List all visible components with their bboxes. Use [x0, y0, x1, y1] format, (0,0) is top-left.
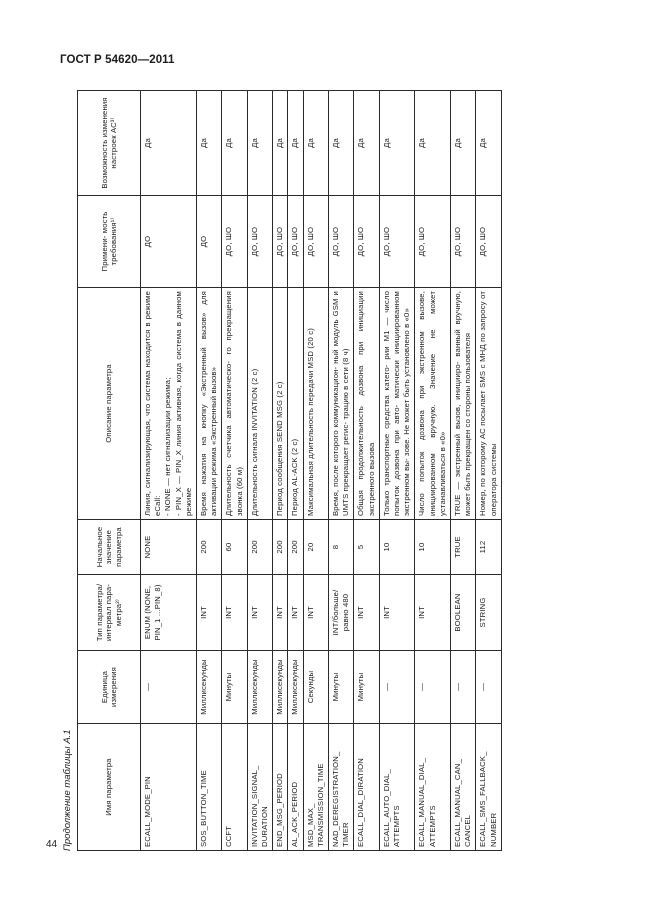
cell-initial-value: 200: [273, 520, 288, 575]
cell-description: Только транспортные средства катего- рии M1 — число попыток дозвона при авто- матически инициированном экстренном вы- зове. Не может быть установлено в «0»: [379, 288, 415, 520]
cell-param-name: ECALL_MANUAL_DIAL_ ATTEMPTS: [415, 724, 451, 851]
cell-applicability: ДО: [197, 196, 222, 288]
cell-changeable: Да: [415, 91, 451, 196]
cell-changeable: Да: [379, 91, 415, 196]
col-header-applicability: Примени- мость требования¹⁾: [78, 196, 141, 288]
table-row: [415, 91, 451, 851]
cell-description: Число попыток дозвона при экстренном вызове, инициированном вручную. Значение не может устанавливаться в «0»: [415, 288, 451, 520]
table-row: [288, 91, 303, 851]
cell-initial-value: TRUE: [451, 520, 476, 575]
cell-type: INT: [222, 575, 247, 651]
cell-type: ENUM (NONE, PIN_1 ...PIN_8): [141, 575, 197, 651]
cell-param-name: ECALL_MANUAL_CAN_ CANCEL: [451, 724, 476, 851]
cell-unit: —: [415, 651, 451, 724]
table-row: [451, 91, 476, 851]
cell-applicability: ДО, ШО: [288, 196, 303, 288]
col-header-type: Тип параметра/ интервал пара- метра²⁾: [78, 575, 141, 651]
cell-param-name: SOS_BUTTON_TIME: [197, 724, 222, 851]
cell-param-name: CCFT: [222, 724, 247, 851]
cell-initial-value: 60: [222, 520, 247, 575]
table-row: [141, 91, 197, 851]
cell-type: INT: [354, 575, 379, 651]
table-row: [247, 91, 272, 851]
cell-unit: Миллисекунды: [247, 651, 272, 724]
table-caption: Продолжение таблицы А.1: [62, 729, 73, 851]
cell-type: STRING: [476, 575, 501, 651]
cell-type: INT/больше/ равно 480: [329, 575, 354, 651]
cell-description: Период AL-ACK (2 с): [288, 288, 303, 520]
cell-param-name: ECALL_AUTO_DIAL_ ATTEMPTS: [379, 724, 415, 851]
cell-param-name: END_MSG_PERIOD: [273, 724, 288, 851]
cell-type: BOOLEAN: [451, 575, 476, 651]
cell-description: Длительность счетчика автоматическо- го прекращения звонка (60 м): [222, 288, 247, 520]
cell-changeable: Да: [303, 91, 328, 196]
table-row: [197, 91, 222, 851]
cell-type: INT: [415, 575, 451, 651]
cell-type: INT: [197, 575, 222, 651]
cell-type: INT: [273, 575, 288, 651]
cell-changeable: Да: [451, 91, 476, 196]
cell-unit: Минуты: [222, 651, 247, 724]
cell-unit: —: [141, 651, 197, 724]
cell-description: Время, после которого коммуникацион- ный модуль GSM и UMTS прекращает регис- трацию в сети (8 ч): [329, 288, 354, 520]
cell-unit: —: [476, 651, 501, 724]
cell-changeable: Да: [222, 91, 247, 196]
cell-unit: Минуты: [354, 651, 379, 724]
cell-changeable: Да: [197, 91, 222, 196]
cell-type: INT: [303, 575, 328, 651]
cell-initial-value: 10: [415, 520, 451, 575]
cell-unit: —: [379, 651, 415, 724]
cell-param-name: INVITATION_SIGNAL_ DURATION: [247, 724, 272, 851]
cell-initial-value: 8: [329, 520, 354, 575]
cell-param-name: ECALL_MODE_PIN: [141, 724, 197, 851]
cell-applicability: ДО, ШО: [354, 196, 379, 288]
col-header-description: Описание параметра: [78, 288, 141, 520]
cell-description: Период сообщения SEND MSG (2 с): [273, 288, 288, 520]
table-row: [222, 91, 247, 851]
col-header-unit: Единица измерения: [78, 651, 141, 724]
cell-unit: Миллисекунды: [197, 651, 222, 724]
cell-type: INT: [288, 575, 303, 651]
cell-param-name: AL_ACK_PERIOD: [288, 724, 303, 851]
cell-unit: Минуты: [329, 651, 354, 724]
cell-unit: Секунды: [303, 651, 328, 724]
standard-header: ГОСТ Р 54620—2011: [60, 54, 175, 66]
cell-initial-value: 5: [354, 520, 379, 575]
cell-changeable: Да: [273, 91, 288, 196]
cell-applicability: ДО, ШО: [451, 196, 476, 288]
table-header-row: [78, 91, 141, 851]
cell-param-name: ECALL_DIAL_DIRATION: [354, 724, 379, 851]
cell-unit: —: [451, 651, 476, 724]
cell-description: Общая продолжительность дозвона при инициации экстренного вызова: [354, 288, 379, 520]
cell-initial-value: 200: [288, 520, 303, 575]
col-header-name: Имя параметра: [78, 724, 141, 851]
cell-initial-value: 112: [476, 520, 501, 575]
cell-applicability: ДО, ШО: [247, 196, 272, 288]
cell-applicability: ДО, ШО: [379, 196, 415, 288]
table-row: [354, 91, 379, 851]
cell-description: Максимальная длительность передачи MSD (20 с): [303, 288, 328, 520]
cell-type: INT: [247, 575, 272, 651]
cell-description: TRUE — экстренный вызов, иницииро- ванный вручную, может быть прекращен со стороны пользователя: [451, 288, 476, 520]
cell-changeable: Да: [476, 91, 501, 196]
rotated-table-area: [62, 91, 602, 851]
cell-changeable: Да: [247, 91, 272, 196]
cell-initial-value: 200: [247, 520, 272, 575]
cell-unit: Миллисекунды: [273, 651, 288, 724]
cell-initial-value: 20: [303, 520, 328, 575]
cell-type: INT: [379, 575, 415, 651]
cell-changeable: Да: [329, 91, 354, 196]
cell-applicability: ДО, ШО: [476, 196, 501, 288]
table-body: [141, 91, 502, 851]
cell-applicability: ДО, ШО: [303, 196, 328, 288]
cell-initial-value: 200: [197, 520, 222, 575]
cell-changeable: Да: [288, 91, 303, 196]
cell-param-name: MSD_MAX_ TRANSMISSION_TIME: [303, 724, 328, 851]
cell-unit: Миллисекунды: [288, 651, 303, 724]
cell-description: Номер, по которому АС посылает SMS с МНД по запросу от оператора системы: [476, 288, 501, 520]
cell-applicability: ДО, ШО: [329, 196, 354, 288]
cell-param-name: NAD_DEREGISTRATION_ TIMER: [329, 724, 354, 851]
table-row: [273, 91, 288, 851]
cell-applicability: ДО: [141, 196, 197, 288]
cell-param-name: ECALL_SMS_FALLBACK_ NUMBER: [476, 724, 501, 851]
table-row: [303, 91, 328, 851]
table-row: [476, 91, 501, 851]
table-row: [379, 91, 415, 851]
cell-changeable: Да: [354, 91, 379, 196]
cell-applicability: ДО, ШО: [273, 196, 288, 288]
cell-applicability: ДО, ШО: [415, 196, 451, 288]
page-number: 44: [46, 839, 58, 850]
parameter-table: [77, 90, 502, 851]
cell-initial-value: 10: [379, 520, 415, 575]
col-header-changeable: Возможность изменения настроек АС³⁾: [78, 91, 141, 196]
cell-description: Длительность сигнала INVITATION (2 с): [247, 288, 272, 520]
cell-changeable: Да: [141, 91, 197, 196]
cell-initial-value: NONE: [141, 520, 197, 575]
table-row: [329, 91, 354, 851]
cell-description: Время нажатия на кнопку «Экстренный вызов» для активации режима «Экстренный вызов»: [197, 288, 222, 520]
cell-applicability: ДО, ШО: [222, 196, 247, 288]
cell-description: Линия, сигнализирующая, что система находится в режиме eCall: - NONE — нет сигнализации режима; - PIN_X — PIN_X линия активная, когда система в данном режиме: [141, 288, 197, 520]
col-header-initial: Начальное значение параметра: [78, 520, 141, 575]
